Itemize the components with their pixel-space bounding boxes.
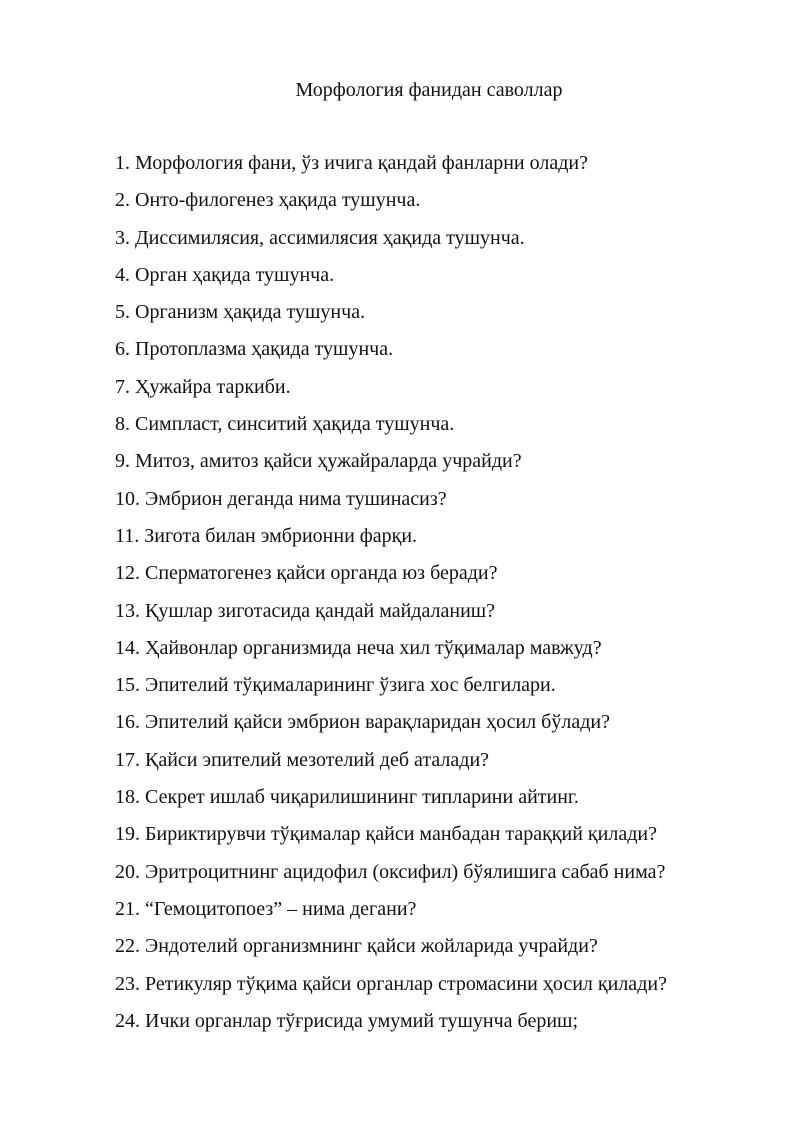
question-item: 15. Эпителий тўқималарининг ўзига хос белгилари. <box>115 674 556 697</box>
question-list <box>115 150 785 1045</box>
question-item: 13. Қушлар зиготасида қандай майдаланиш? <box>115 599 496 622</box>
question-item: 17. Қайси эпителий мезотелий деб аталади? <box>115 748 490 771</box>
question-item: 9. Митоз, амитоз қайси ҳужайраларда учрайди? <box>115 450 522 473</box>
question-item: 24. Ички органлар тўғрисида умумий тушунча бериш; <box>115 1009 578 1032</box>
question-item: 11. Зигота билан эмбрионни фарқи. <box>115 524 418 547</box>
question-item: 18. Секрет ишлаб чиқарилишининг типларини айтинг. <box>115 786 579 809</box>
question-item: 4. Орган ҳақида тушунча. <box>115 263 335 286</box>
question-item: 7. Ҳужайра таркиби. <box>115 375 291 398</box>
question-item: 14. Ҳайвонлар организмида неча хил тўқималар мавжуд? <box>115 636 602 659</box>
question-item: 1. Морфология фани, ўз ичига қандай фанларни олади? <box>115 152 588 174</box>
question-item: 8. Симпласт, синситий ҳақида тушунча. <box>115 413 455 436</box>
question-item: 2. Онто-филогенез ҳақида тушунча. <box>115 189 421 212</box>
question-item: 12. Сперматогенез қайси органда юз беради? <box>115 562 498 585</box>
question-item: 16. Эпителий қайси эмбрион варақларидан ҳосил бўлади? <box>115 711 610 734</box>
document-title: Морфология фанидан саволлар <box>295 79 563 101</box>
question-item: 19. Бириктирувчи тўқималар қайси манбадан тараққий қилади? <box>115 823 657 846</box>
question-item: 10. Эмбрион деганда нима тушинасиз? <box>115 487 447 510</box>
question-item: 6. Протоплазма ҳақида тушунча. <box>115 338 394 361</box>
question-item: 22. Эндотелий организмнинг қайси жойларида учрайди? <box>115 935 598 958</box>
question-item: 21. “Гемоцитопоез” – нима дегани? <box>115 897 417 920</box>
question-item: 20. Эритроцитнинг ацидофил (оксифил) бўялишига сабаб нима? <box>115 860 666 883</box>
question-item: 3. Диссимилясия, ассимилясия ҳақида тушунча. <box>115 226 525 249</box>
question-item: 23. Ретикуляр тўқима қайси органлар стромасини ҳосил қилади? <box>115 972 667 995</box>
question-item: 5. Организм ҳақида тушунча. <box>115 301 366 324</box>
